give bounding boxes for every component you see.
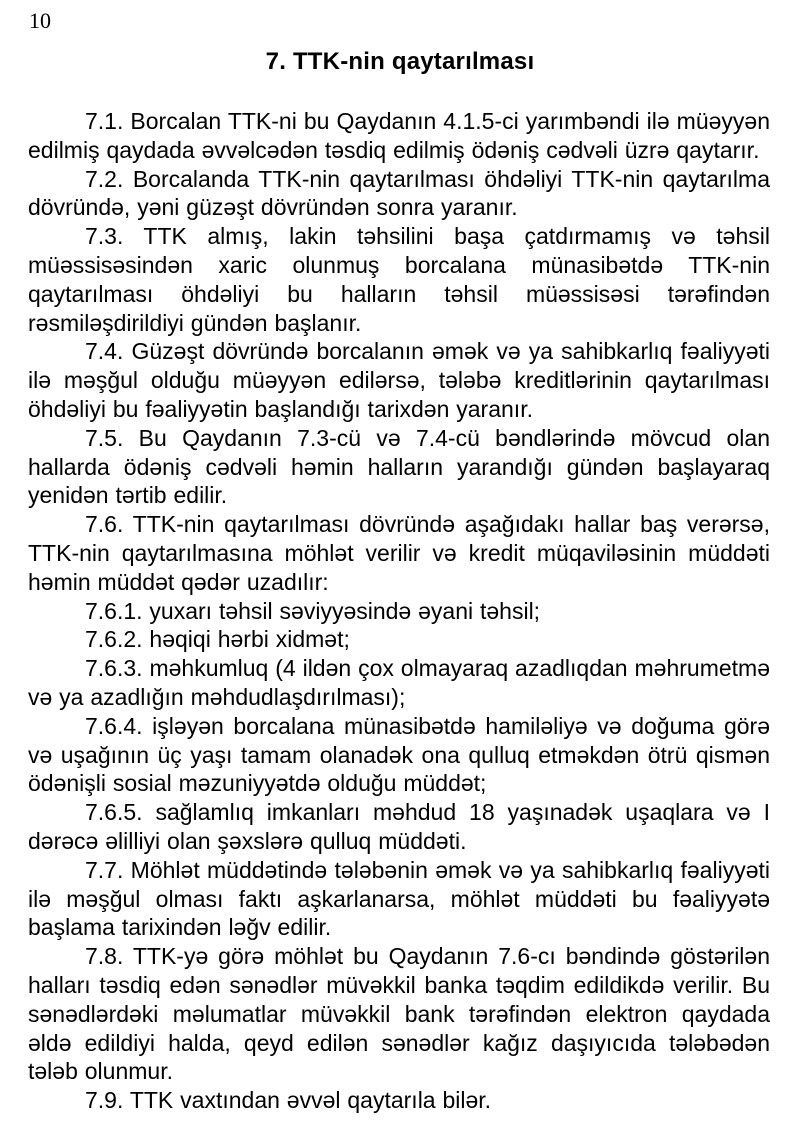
paragraph-7-2: 7.2. Borcalanda TTK-nin qaytarılması öhdəliyi TTK-nin qaytarılma dövründə, yəni güzəşt dövründən sonra yaranır. [28,165,770,221]
paragraph-7-3: 7.3. TTK almış, lakin təhsilini başa çatdırmamış və təhsil müəssisəsindən xaric olunmuş borcalana münasibətdə TTK-nin qaytarılması öhdəliyi bu halların təhsil müəssisəsi tərəfindən rəsmiləşdirildiyi gündən başlanır. [28,223,770,336]
paragraph-7-9: 7.9. TTK vaxtından əvvəl qaytarıla bilər. [85,1087,492,1114]
paragraph-7-6-2: 7.6.2. həqiqi hərbi xidmət; [85,626,350,653]
paragraph-7-7: 7.7. Möhlət müddətində tələbənin əmək və ya sahibkarlıq fəaliyyəti ilə məşğul olması faktı aşkarlanarsa, möhlət müddəti bu fəaliyyətə başlama tarixindən ləğv edilir. [28,856,770,941]
paragraph-7-6-3: 7.6.3. məhkumluq (4 ildən çox olmayaraq azadlıqdan məhrumetmə və ya azadlığın məhdudlaşdırılması); [28,655,770,710]
paragraph-7-5: 7.5. Bu Qaydanın 7.3-cü və 7.4-cü bəndlərində mövcud olan hallarda ödəniş cədvəli həmin halların yarandığı gündən başlayaraq yenidən tərtib edilir. [28,424,770,509]
paragraph-7-4: 7.4. Güzəşt dövründə borcalanın əmək və ya sahibkarlıq fəaliyyəti ilə məşğul olduğu müəyyən edilərsə, tələbə kreditlərinin qaytarılması öhdəliyi bu fəaliyyətin başlandığı tarixdən yaranır. [28,338,770,422]
paragraph-7-6-5: 7.6.5. sağlamlıq imkanları məhdud 18 yaşınadək uşaqlara və I dərəcə əlilliyi olan şəxslərə qulluq müddəti. [28,799,770,854]
section-heading: 7. TTK-nin qaytarılması [265,48,535,75]
paragraph-7-1: 7.1. Borcalan TTK-ni bu Qaydanın 4.1.5-ci yarımbəndi ilə müəyyən edilmiş qaydada əvvəlcədən təsdiq edilmiş ödəniş cədvəli üzrə qaytarır. [28,108,770,163]
paragraph-7-6-4: 7.6.4. işləyən borcalana münasibətdə hamiləliyə və doğuma görə və uşağının üç yaşı tamam olanadək ona qulluq etməkdən ötrü qismən ödənişli sosial məzuniyyətdə olduğu müddət; [28,712,770,797]
paragraph-7-6: 7.6. TTK-nin qaytarılması dövründə aşağıdakı hallar baş verərsə, TTK-nin qaytarılmasına möhlət verilir və kredit müqaviləsinin müddəti həmin müddət qədər uzadılır: [28,511,770,595]
paragraph-7-8: 7.8. TTK-yə görə möhlət bu Qaydanın 7.6-cı bəndində göstərilən halları təsdiq edən sənədlər müvəkkil banka təqdim edildikdə verilir. Bu sənədlərdəki məlumatlar müvəkkil bank tərəfindən elektron qaydada əldə edildiyi halda, qeyd edilən sənədlər kağız daşıyıcıda tələbədən tələb olunmur. [28,943,770,1085]
paragraph-7-6-1: 7.6.1. yuxarı təhsil səviyyəsində əyani təhsil; [85,597,541,624]
document-body [28,107,770,1115]
page-number: 10 [29,8,51,33]
